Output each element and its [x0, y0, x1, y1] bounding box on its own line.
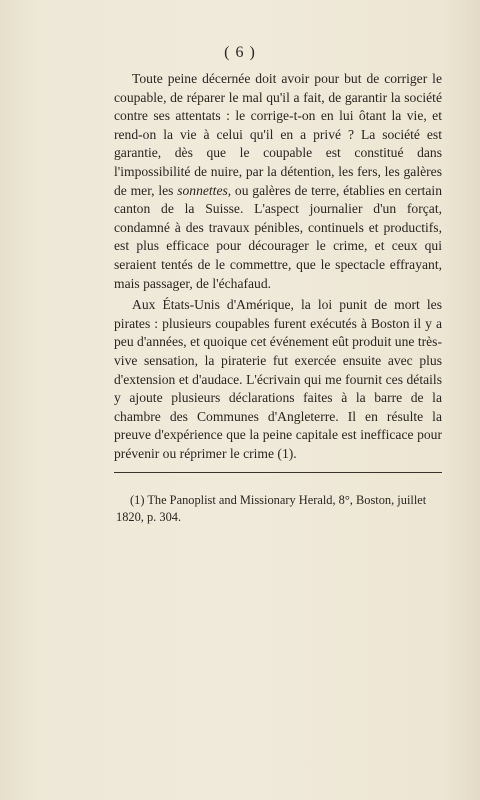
- paragraph-2: Aux États-Unis d'Amérique, la loi punit de mort les pirates : plusieurs coupables furent exécutés à Boston il y a peu d'années, et quoique cet événement eût produit une très-vive sensation, la piraterie fut exercée ensuite avec plus d'extension et d'audace. L'écrivain qui me fournit ces détails y ajoute plusieurs déclarations faites à la barre de la chambre des Communes d'Angleterre. Il en résulte la preuve d'expérience que la peine capitale est inefficace pour prévenir ou réprimer le crime (1).: [114, 297, 442, 461]
- emphasis-sonnettes: sonnettes: [177, 182, 228, 198]
- footnote-divider: [114, 472, 442, 473]
- paragraph-1-part-1: Toute peine décernée doit avoir pour but de corriger le coupable, de réparer le mal qu'il a fait, de garantir la société contre ses attentats : le corrige-t-on en lui ôtant la vie, et rend-on la vie à celui qu'il en a privé ? La société est garantie, dès que le coupable est constitué dans l'impossibilité de nuire, par la détention, les fers, les galères de mer, les: [114, 71, 442, 198]
- footnote-line-2: 1820, p. 304.: [116, 510, 182, 524]
- footnote-line-1: (1) The Panoplist and Missionary Herald, 8°, Boston, juillet: [130, 493, 427, 507]
- paragraph-1-part-2: , ou galères de terre, établies en certain canton de la Suisse. L'aspect journalier d'un forçat, condamné à des travaux pénibles, continuels et productifs, est plus efficace pour décourager le crime, et ceux qui seraient tentés de le commettre, que le spectacle effrayant, mais passager, de l'échafaud.: [114, 182, 442, 291]
- main-text: [114, 70, 442, 463]
- page-number: ( 6 ): [224, 44, 256, 61]
- footnote: [116, 492, 446, 526]
- paragraph-1: [114, 70, 442, 293]
